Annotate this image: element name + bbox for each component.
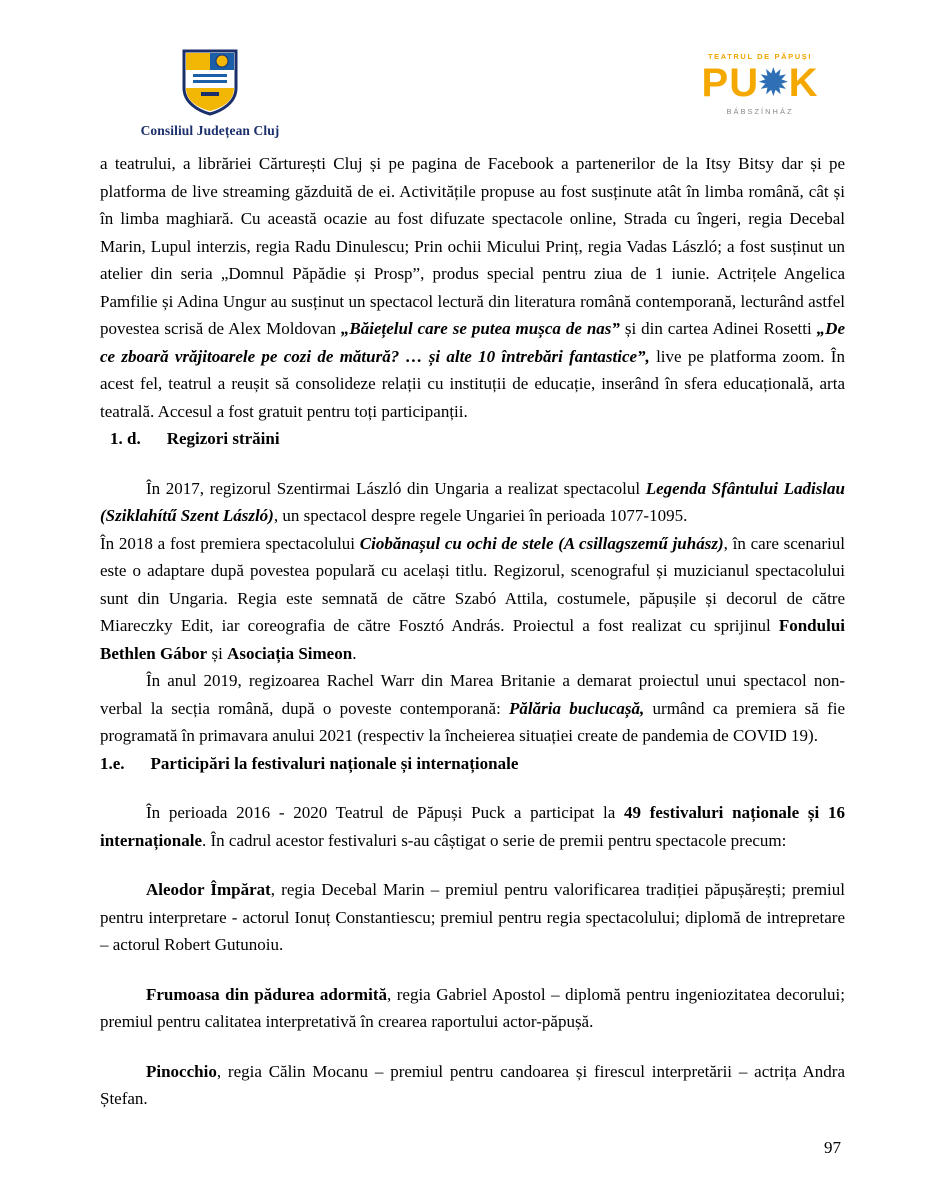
county-council-caption: Consiliul Județean Cluj [140,123,280,138]
p1-text-c: live pe platforma zoom. În acest fel, teatrul a reușit să consolideze relații cu instituții de educație, inserând în sfera educațională, arta teatrală. Accesul a fost gratuit pentru toți participanții. [100,346,845,421]
paragraph-2017-production [100,475,845,530]
puck-logo-bottom-text: BÁBSZÍNHÁZ [726,107,794,116]
section-heading-1d [100,425,845,452]
p6-text: , regia Decebal Marin – premiul pentru valorificarea tradiției păpușărești; premiul pentru interpretare - actorul Ionuț Constantiescu; premiul pentru regia spectacolului; diplomă de intrepretare – actorul Robert Gutunoiu. [100,880,845,955]
p1-title-1: „Băiețelul care se putea mușca de nas” [340,319,620,339]
section-number-1e: 1.e. [100,753,125,773]
p7-show-title: Frumoasa din pădurea adormită [146,984,387,1004]
p2-text-a: În 2017, regizorul Szentirmai László din Ungaria a realizat spectacolul [146,478,646,498]
p1-text-b: și din cartea Adinei Rosetti [619,319,817,339]
paragraph-award-aleodor [100,876,845,959]
p5-text-a: În perioada 2016 - 2020 Teatrul de Păpuși Puck a participat la [146,803,625,822]
paragraph-2018-production [100,530,845,668]
p8-text: , regia Călin Mocanu – premiul pentru candoarea și firescul interpretării – actrița Andra Ștefan. [100,1061,845,1109]
p2-text-b: , un spectacol despre regele Ungariei în perioada 1077-1095. [273,506,688,526]
paragraph-2019-production [100,667,845,750]
paragraph-festivals-intro [100,799,845,854]
p4-text-a: În anul 2019, regizoarea Rachel Warr din Marea Britanie a demarat proiectul unui spectacol non-verbal la secția română, după o poveste contemporană: [100,671,845,718]
p5-bold-count: 49 festivaluri naționale și 16 internaționale [100,803,845,850]
puck-logo-word-right: K [788,61,819,105]
coat-of-arms-icon [181,48,239,116]
paragraph-award-frumoasa [100,981,845,1036]
p4-title: Pălăria buclucașă, [509,698,645,718]
p3-text-d: . [352,643,357,663]
puck-logo-star-icon: ✹ [759,64,789,102]
puck-theatre-logo [675,52,845,116]
p3-bold-association: Asociația Simeon [227,643,353,663]
p2-title: Legenda Sfântului Ladislau (Sziklahítű Szent László) [100,478,845,526]
puck-logo-top-text: TEATRUL DE PĂPUȘI [707,52,812,61]
p4-text-b: urmând ca premiera să fie programată în primavara anului 2021 (respectiv la încheierea situației create de pandemia de COVID 19). [100,698,845,746]
p3-text-c: și [207,643,228,663]
section-number-1d: 1. d. [110,429,141,449]
page-header [0,0,927,150]
p3-text-b: , în care scenariul este o adaptare după povestea populară cu același titlu. Regizorul, scenograful și muzicianul spectacolului sunt din Ungaria. Regia este semnată de către Szabó Attila, costumele, păpușile și decorul de către Miareczky Edit, iar coreografia de către Fosztó András. Proiectul a fost realizat cu sprijinul [100,533,845,636]
section-title-1d: Regizori străini [166,429,280,449]
p3-text-a: În 2018 a fost premiera spectacolului [100,533,360,553]
p8-show-title: Pinocchio [146,1061,217,1081]
p1-title-2: „De ce zboară vrăjitoarele pe cozi de mătură? … și alte 10 întrebări fantastice”, [100,319,845,366]
puck-logo-wordmark [702,63,819,103]
paragraph-award-pinocchio [100,1058,845,1113]
section-title-1e: Participări la festivaluri naționale și internaționale [150,753,519,773]
p1-text-a: a teatrului, a librăriei Cărturești Cluj și pe pagina de Facebook a partenerilor de la Itsy Bitsy dar și pe platforma de live streaming găzduită de ei. Activitățile propuse au fost susținute atât în limba română, cât și în limba maghiară. Cu această ocazie au fost difuzate spectacole online, Strada cu îngeri, regia Decebal Marin, Lupul interzis, regia Radu Dinulescu; Prin ochii Micului Prinț, regia Vadas László; a fost susținut un atelier din seria „Domnul Păpădie și Prosp”, produs special pentru ziua de 1 iunie. Actrițele Angelica Pamfilie și Adina Ungur au susținut un spectacol lectură din literatura română contemporană, lecturând astfel povestea scrisă de Alex Moldovan [100,154,845,339]
p7-text: , regia Gabriel Apostol – diplomă pentru ingeniozitatea decorului; premiul pentru calitatea interpretativă în crearea raportului actor-păpușă. [100,984,845,1032]
county-council-logo-block [90,48,330,139]
paragraph-continuation [100,150,845,425]
p5-text-b: . În cadrul acestor festivaluri s-au câștigat o serie de premii pentru spectacole precum: [202,830,787,850]
puck-logo-word-left: PU [701,61,760,105]
section-heading-1e [100,750,845,777]
page-number: 97 [824,1138,841,1157]
document-body [0,150,927,1113]
p6-show-title: Aleodor Împărat [146,880,271,900]
p3-title: Ciobănașul cu ochi de stele (A csillagszemű juhász) [359,533,724,553]
p3-bold-fund: Fondului Bethlen Gábor [100,616,845,663]
